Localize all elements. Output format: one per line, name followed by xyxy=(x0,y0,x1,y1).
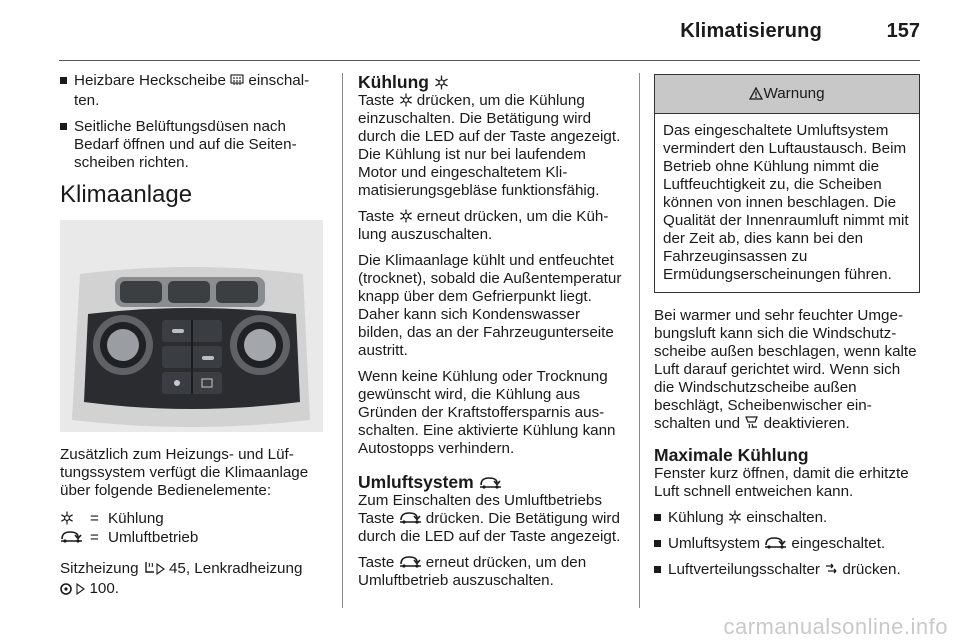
bullet-mark xyxy=(654,540,661,547)
warning-header: Warnung xyxy=(655,75,919,114)
recirculation-icon xyxy=(479,475,502,490)
snowflake-icon xyxy=(728,510,742,524)
definition-row xyxy=(60,510,326,529)
snowflake-icon xyxy=(399,93,413,107)
snowflake-icon xyxy=(434,75,449,90)
symbol-definitions xyxy=(60,510,326,548)
steering-wheel-heating-icon xyxy=(60,582,72,600)
section-heading-kuehlung: Kühlung xyxy=(358,72,624,92)
page-header-title: Klimatisierung xyxy=(680,20,822,42)
definition-row xyxy=(60,529,326,548)
section-heading-umluft: Umluftsystem xyxy=(358,472,624,492)
bullet-rear-heater xyxy=(60,72,326,110)
reference-arrow-icon xyxy=(76,582,85,600)
section-heading-klimaanlage: Klimaanlage xyxy=(60,181,193,208)
section-heading-max-cooling: Maximale Kühlung xyxy=(654,445,809,465)
cooling-paragraph-2: Taste erneut drücken, um die Kühlung auszuschalten. xyxy=(358,208,609,243)
page-number: 157 xyxy=(886,20,920,42)
recirculation-icon xyxy=(399,554,422,569)
bullet-recirc-on: Umluftsystem eingeschaltet. xyxy=(654,535,920,553)
column-3 xyxy=(654,72,920,587)
defrost-air-icon xyxy=(744,416,759,430)
cooling-paragraph-1: Taste drücken, um die Kühlung einzuschalten. Die Betätigung wird durch die LED auf der Taste angezeigt. Die Kühlung ist nur bei laufendem Motor und eingeschaltetem Klimatisierungsgebläse funktionsfähig. xyxy=(358,92,621,199)
max-cooling-intro: Fenster kurz öffnen, damit die erhitzte Luft schnell entweichen kann. xyxy=(654,465,909,500)
warning-triangle-icon xyxy=(749,87,763,100)
watermark: carmanualsonline.info xyxy=(723,614,948,639)
column-2 xyxy=(358,72,624,598)
bullet-air-distribution: Luftverteilungsschalter drücken. xyxy=(654,561,920,579)
bullet-mark xyxy=(654,514,661,521)
bullet-mark xyxy=(654,566,661,573)
bullet-cooling-on: Kühlung einschalten. xyxy=(654,509,920,527)
seat-heating-icon xyxy=(143,561,156,580)
cooling-paragraph-3: Die Klimaanlage kühlt und entfeuchtet (trocknet), sobald die Außentemperatur knapp über dem Gefrierpunkt liegt. Daher kann sich Kondenswasser bilden, das an der Fahrzeugunterseite austritt. xyxy=(358,252,622,359)
air-distribution-icon xyxy=(824,562,838,576)
bullet-text: Heizbare Heckscheibe xyxy=(74,72,231,89)
definition-equals: = xyxy=(90,510,99,527)
header-rule xyxy=(59,60,920,61)
definition-label: Umluftbetrieb xyxy=(108,529,199,546)
cooling-paragraph-4: Wenn keine Kühlung oder Trocknung gewünscht wird, die Kühlung aus Gründen der Kraftstoffersparnis ausschalten. Eine aktivierte Kühlung kann Autostopps verhindern. xyxy=(358,368,616,457)
column-divider-2 xyxy=(639,73,640,608)
recirculation-icon xyxy=(60,529,83,544)
bullet-text: Seitliche Belüftungsdüsen nach Bedarf öffnen und auf die Seitenscheiben richten. xyxy=(74,118,297,171)
recirc-paragraph-1: Zum Einschalten des Umluftbetriebs Taste drücken. Die Betätigung wird durch die LED auf der Taste angezeigt. xyxy=(358,492,621,545)
bullet-side-vents xyxy=(60,118,326,172)
climate-control-panel-photo xyxy=(60,220,323,432)
bullet-mark xyxy=(60,123,67,130)
bullet-text-end: einschalten. xyxy=(74,72,310,109)
column-1 xyxy=(60,72,326,608)
definition-equals: = xyxy=(90,529,99,546)
reference-arrow-icon xyxy=(156,562,165,580)
recirc-paragraph-2: Taste erneut drücken, um den Umluftbetrieb auszuschalten. xyxy=(358,554,587,589)
definition-label: Kühlung xyxy=(108,510,164,527)
rear-window-heater-icon xyxy=(230,74,244,92)
seat-heating-text: Sitzheizung 45, Lenkradheizung 100. xyxy=(60,560,326,600)
recirculation-icon xyxy=(399,510,422,525)
warning-box xyxy=(654,74,920,293)
snowflake-icon xyxy=(60,511,74,525)
warning-body: Das eingeschaltete Umluftsystem vermindert den Luftaustausch. Beim Betrieb ohne Kühlung nimmt die Luftfeuchtigkeit zu, die Scheiben können von innen beschlagen. Die Qualität der Innenraumluft nimmt mit der Zeit ab, dies kann bei den Fahrzeuginsassen zu Ermüdungserscheinungen führen. xyxy=(663,122,909,283)
fog-paragraph: Bei warmer und sehr feuchter Umgebungsluft kann sich die Windschutzscheibe außen beschlagen, wenn kalte Luft darauf gerichtet wird. Wenn sich die Windschutzscheibe außen beschlägt, Scheibenwischer einschalten und deaktivieren. xyxy=(654,307,917,432)
recirculation-icon xyxy=(764,535,787,550)
snowflake-icon xyxy=(399,209,413,223)
bullet-mark xyxy=(60,77,67,84)
intro-text: Zusätzlich zum Heizungs- und Lüftungssystem verfügt die Klimaanlage über folgende Bedienelemente: xyxy=(60,446,309,499)
column-divider-1 xyxy=(342,73,343,608)
